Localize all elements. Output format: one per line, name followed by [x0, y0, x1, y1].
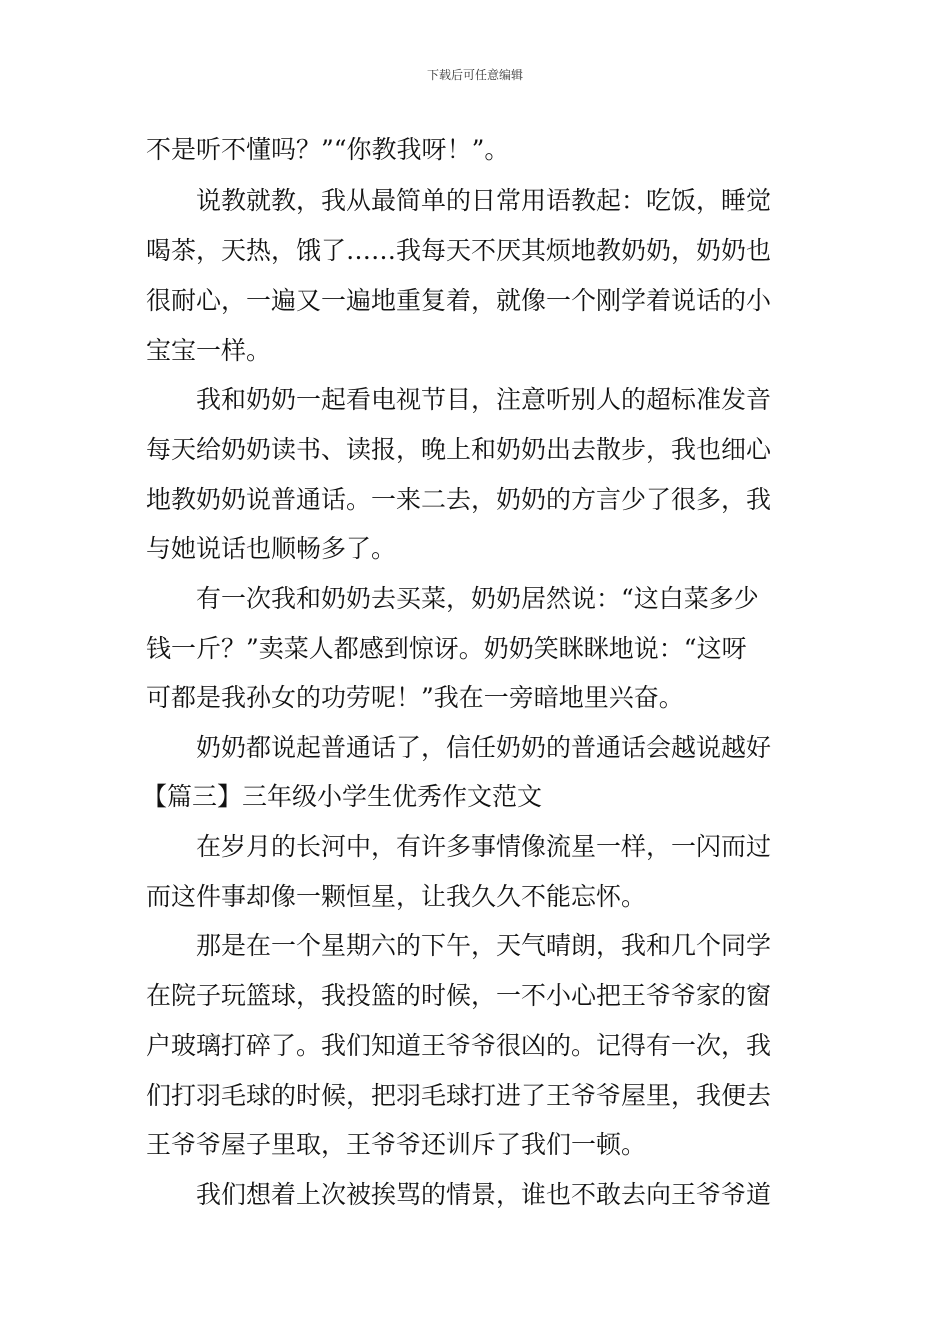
text-line: 可都是我孙女的功劳呢！”我在一旁暗地里兴奋。: [146, 683, 684, 712]
text-line: 宝宝一样。: [146, 336, 272, 365]
text-line: 我们想着上次被挨骂的情景，谁也不敢去向王爷爷道: [196, 1180, 772, 1209]
text-line: 喝茶，天热，饿了……我每天不厌其烦地教奶奶，奶奶也: [146, 236, 772, 265]
text-line: 户玻璃打碎了。我们知道王爷爷很凶的。记得有一次，我: [146, 1031, 772, 1060]
text-line: 而这件事却像一颗恒星，让我久久不能忘怀。: [146, 882, 647, 911]
text-line: 王爷爷屋子里取，王爷爷还训斥了我们一顿。: [146, 1130, 647, 1159]
text-line: 很耐心，一遍又一遍地重复着，就像一个刚学着说话的小: [146, 286, 772, 315]
section-heading: 【篇三】三年级小学生优秀作文范文: [142, 782, 543, 811]
text-line: 有一次我和奶奶去买菜，奶奶居然说：“这白菜多少: [196, 584, 759, 613]
text-line: 地教奶奶说普通话。一来二去，奶奶的方言少了很多，我: [146, 485, 772, 514]
text-line: 钱一斤？”卖菜人都感到惊讶。奶奶笑眯眯地说：“这呀: [146, 634, 747, 663]
text-line: 每天给奶奶读书、读报，晚上和奶奶出去散步，我也细心: [146, 435, 772, 464]
page-header: 下载后可任意编辑: [426, 68, 523, 82]
text-line: 在院子玩篮球，我投篮的时候，一不小心把王爷爷家的窗: [146, 981, 772, 1010]
text-line: 我和奶奶一起看电视节目，注意听别人的超标准发音: [196, 385, 772, 414]
text-line: 们打羽毛球的时候，把羽毛球打进了王爷爷屋里，我便去: [146, 1081, 772, 1110]
text-line: 那是在一个星期六的下午，天气晴朗，我和几个同学: [196, 931, 772, 960]
text-line: 说教就教，我从最简单的日常用语教起：吃饭，睡觉: [196, 186, 772, 215]
text-line: 与她说话也顺畅多了。: [146, 534, 397, 563]
text-line: 在岁月的长河中，有许多事情像流星一样，一闪而过: [196, 832, 772, 861]
text-line: 不是听不懂吗？”“你教我呀！”。: [146, 135, 510, 164]
text-line: 奶奶都说起普通话了，信任奶奶的普通话会越说越好: [196, 733, 772, 762]
